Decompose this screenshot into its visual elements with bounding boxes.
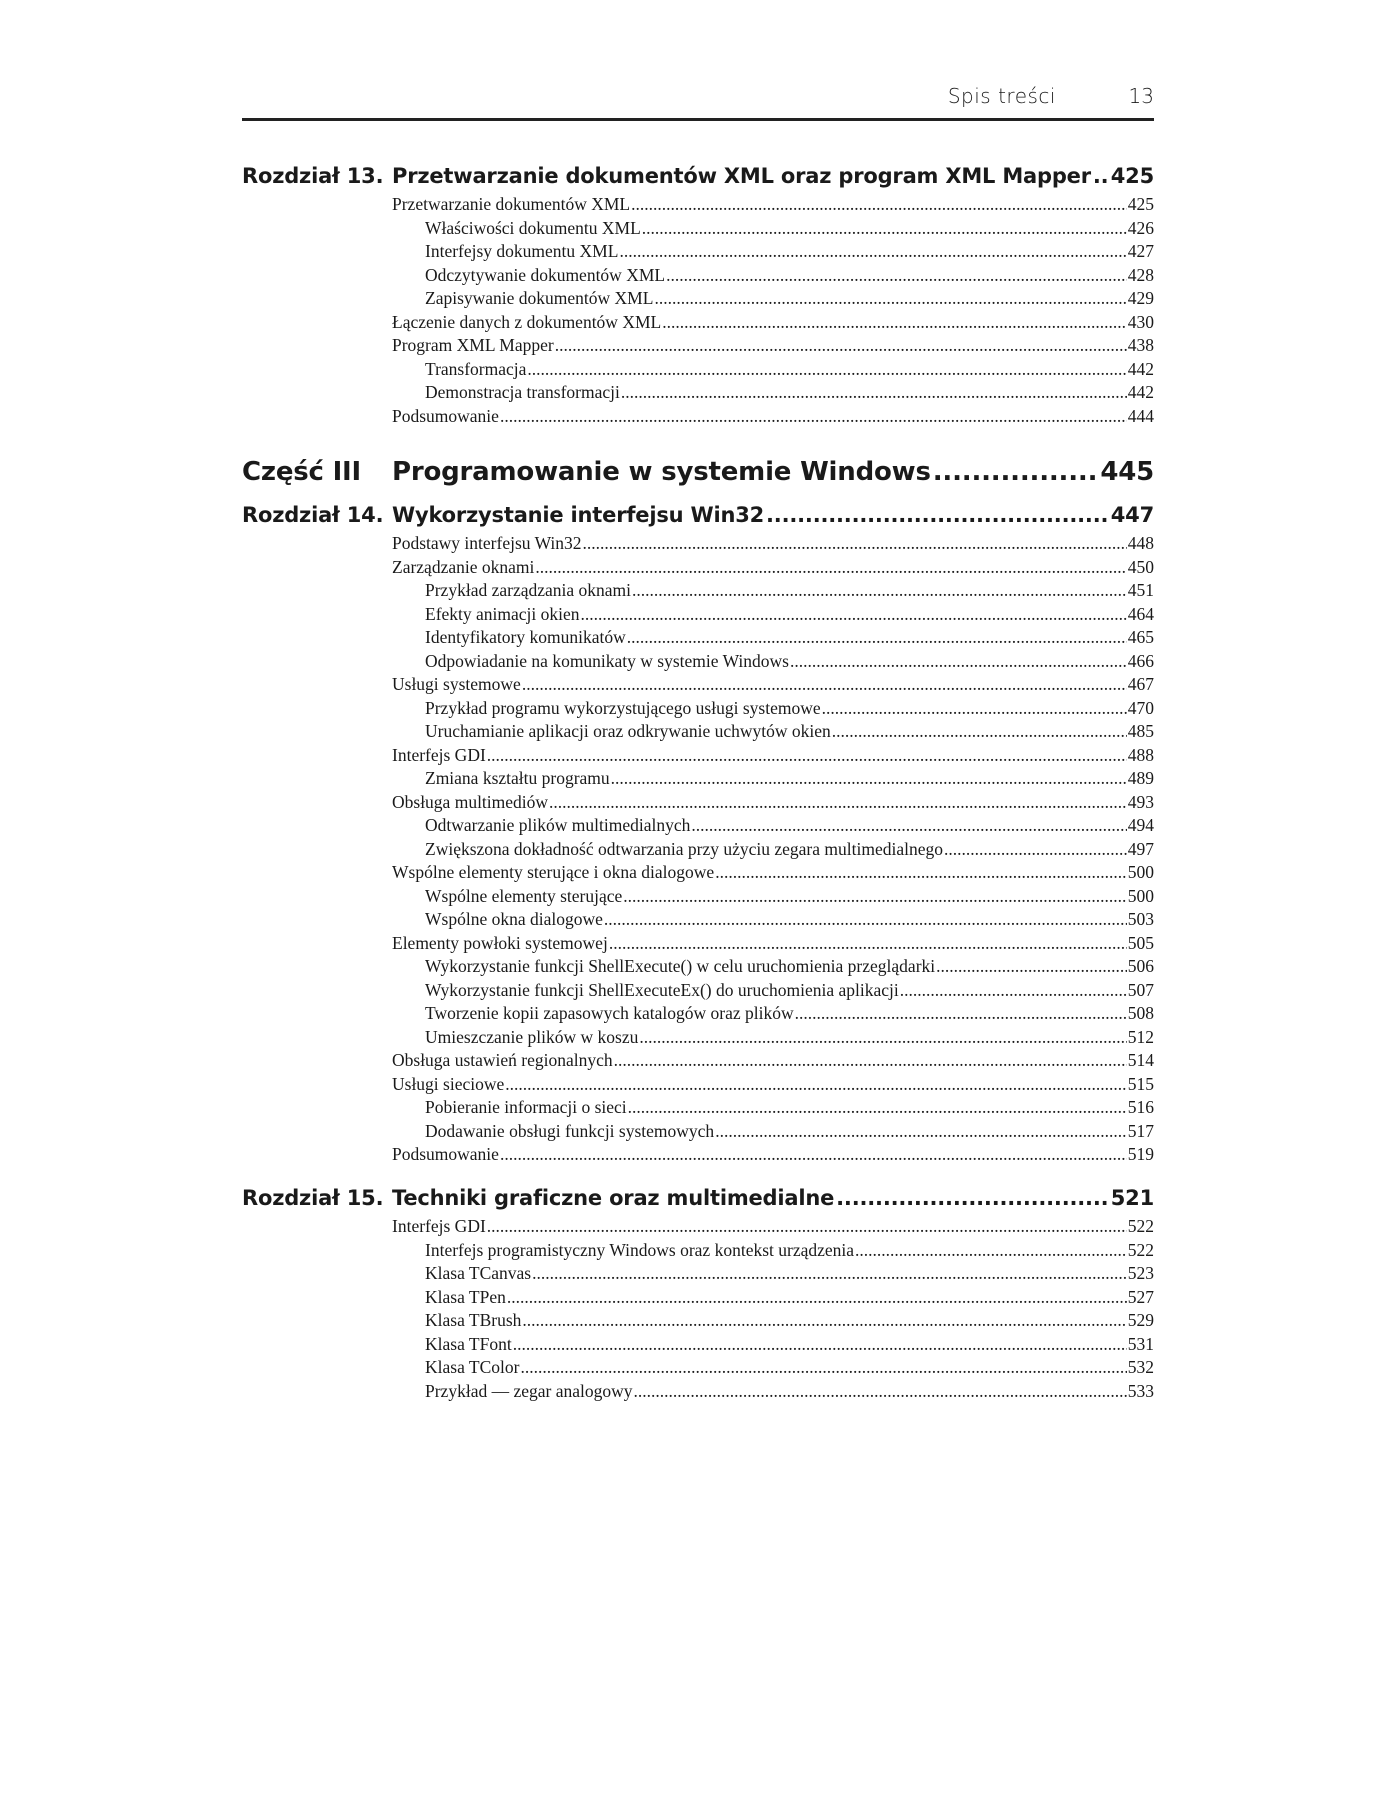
dot-leader [527, 359, 1126, 380]
toc-entry [425, 1334, 1154, 1356]
dot-leader [604, 909, 1127, 930]
entry-page: 503 [1127, 909, 1154, 929]
dot-leader [513, 1334, 1127, 1355]
toc-entry [425, 1357, 1154, 1379]
entry-text: Demonstracja transformacji [425, 382, 620, 402]
entry-page: 442 [1127, 382, 1154, 402]
dot-leader [855, 1240, 1127, 1261]
chapter-title: Przetwarzanie dokumentów XML oraz program XML Mapper [392, 164, 1091, 188]
dot-leader [581, 604, 1127, 625]
toc-entry [425, 768, 1154, 790]
chapter-page: 447 [1110, 503, 1154, 527]
entry-page: 488 [1127, 744, 1154, 765]
dot-leader [619, 241, 1126, 262]
dot-leader [505, 1074, 1126, 1095]
entry-page: 500 [1127, 862, 1154, 882]
entry-text: Przetwarzanie dokumentów XML [392, 194, 631, 214]
dot-leader [832, 721, 1127, 742]
dot-leader [836, 1186, 1109, 1210]
running-header-title: Spis treści [947, 84, 1056, 108]
entry-page: 531 [1127, 1333, 1154, 1354]
entry-page: 500 [1127, 885, 1154, 906]
toc-entry [425, 1240, 1154, 1262]
toc-entry [392, 792, 1154, 814]
toc-entry [392, 1144, 1154, 1166]
entry-text: Klasa TBrush [425, 1310, 522, 1330]
entry-page: 429 [1127, 288, 1154, 308]
chapter-page: 521 [1110, 1186, 1154, 1210]
entry-page: 442 [1127, 358, 1154, 379]
toc-entry [392, 406, 1154, 428]
entry-text: Wykorzystanie funkcji ShellExecuteEx() do uruchomienia aplikacji [425, 979, 899, 1000]
entry-text: Elementy powłoki systemowej [392, 932, 608, 953]
entry-page: 527 [1127, 1286, 1154, 1307]
toc-entry [425, 604, 1154, 626]
toc-entry [425, 265, 1154, 287]
dot-leader [507, 1287, 1127, 1308]
toc-entry [425, 1027, 1154, 1049]
toc-entry [392, 1074, 1154, 1096]
entry-text: Usługi systemowe [392, 674, 521, 694]
toc-entry [425, 627, 1154, 649]
toc-entry [425, 241, 1154, 263]
entry-text: Odczytywanie dokumentów XML [425, 264, 666, 285]
toc-entry [425, 1121, 1154, 1143]
dot-leader [639, 1027, 1126, 1048]
dot-leader [609, 933, 1127, 954]
entry-page: 451 [1127, 580, 1154, 600]
heading-row [392, 1186, 1154, 1210]
dot-leader [611, 768, 1127, 789]
entry-page: 438 [1127, 335, 1154, 355]
entry-page: 505 [1127, 932, 1154, 953]
chapter-label: Rozdział 15. [242, 1186, 384, 1210]
entry-page: 519 [1127, 1144, 1154, 1164]
toc-entry [392, 1216, 1154, 1238]
entry-text: Klasa TColor [425, 1357, 520, 1377]
entry-text: Pobieranie informacji o sieci [425, 1097, 627, 1117]
entry-text: Przykład — zegar analogowy [425, 1380, 633, 1401]
entry-page: 465 [1127, 627, 1154, 647]
entry-page: 494 [1127, 815, 1154, 835]
entry-text: Obsługa ustawień regionalnych [392, 1050, 613, 1070]
entry-page: 450 [1127, 556, 1154, 577]
dot-leader [623, 886, 1126, 907]
dot-leader [715, 1121, 1127, 1142]
toc-entry [425, 698, 1154, 720]
entry-page: 444 [1127, 405, 1154, 426]
dot-leader [627, 627, 1127, 648]
entry-page: 508 [1127, 1003, 1154, 1023]
entry-page: 464 [1127, 603, 1154, 624]
page-number: 13 [1128, 84, 1154, 108]
part-page: 445 [1100, 457, 1154, 487]
dot-leader [790, 651, 1127, 672]
entry-page: 532 [1127, 1357, 1154, 1377]
entry-page: 512 [1127, 1026, 1154, 1047]
dot-leader [715, 862, 1127, 883]
dot-leader [795, 1003, 1127, 1024]
toc-entry [425, 815, 1154, 837]
entry-text: Podsumowanie [392, 405, 499, 426]
toc-entry [425, 1263, 1154, 1285]
chapter-page: 425 [1110, 164, 1154, 188]
entry-page: 515 [1127, 1073, 1154, 1094]
heading-row [392, 164, 1154, 188]
entry-text: Interfejs GDI [392, 744, 486, 765]
dot-leader [535, 557, 1126, 578]
chapter-title: Wykorzystanie interfejsu Win32 [392, 503, 765, 527]
entry-page: 466 [1127, 650, 1154, 671]
entry-page: 522 [1127, 1216, 1154, 1236]
dot-leader [487, 1216, 1127, 1237]
entry-text: Umieszczanie plików w koszu [425, 1026, 639, 1047]
entry-page: 522 [1127, 1239, 1154, 1260]
entry-text: Interfejs programistyczny Windows oraz kontekst urządzenia [425, 1239, 855, 1260]
toc-entry [425, 1381, 1154, 1403]
entry-text: Wykorzystanie funkcji ShellExecute() w celu uruchomienia przeglądarki [425, 956, 936, 976]
toc-entry [425, 359, 1154, 381]
entry-page: 514 [1127, 1050, 1154, 1070]
toc-entry [425, 580, 1154, 602]
toc-entry [425, 218, 1154, 240]
entry-text: Program XML Mapper [392, 335, 554, 355]
dot-leader [1093, 164, 1109, 188]
chapter-title: Techniki graficzne oraz multimedialne [392, 1186, 835, 1210]
toc-entry [392, 194, 1154, 216]
toc-entry [392, 933, 1154, 955]
running-header [242, 82, 1154, 121]
entry-text: Klasa TCanvas [425, 1263, 532, 1283]
dot-leader [632, 580, 1127, 601]
entry-text: Przykład programu wykorzystującego usługi systemowe [425, 697, 821, 718]
entry-text: Zarządzanie oknami [392, 556, 535, 577]
dot-leader [583, 533, 1127, 554]
dot-leader [944, 839, 1127, 860]
entry-page: 497 [1127, 838, 1154, 859]
toc-entry [425, 721, 1154, 743]
dot-leader [621, 382, 1127, 403]
part-label: Część III [242, 457, 362, 487]
entry-text: Wspólne okna dialogowe [425, 909, 603, 929]
heading-row [392, 503, 1154, 527]
chapter-label: Rozdział 14. [242, 503, 384, 527]
entry-page: 529 [1127, 1310, 1154, 1330]
entry-page: 430 [1127, 311, 1154, 332]
entry-text: Identyfikatory komunikatów [425, 627, 626, 647]
dot-leader [628, 1097, 1127, 1118]
dot-leader [520, 1357, 1126, 1378]
dot-leader [549, 792, 1127, 813]
toc-entry [392, 745, 1154, 767]
dot-leader [555, 335, 1127, 356]
entry-page: 428 [1127, 264, 1154, 285]
entry-text: Dodawanie obsługi funkcji systemowych [425, 1120, 715, 1141]
entry-page: 507 [1127, 979, 1154, 1000]
toc-entry [392, 674, 1154, 696]
entry-text: Interfejsy dokumentu XML [425, 241, 619, 261]
toc-entry [425, 288, 1154, 310]
entry-text: Przykład zarządzania oknami [425, 580, 632, 600]
entry-text: Odtwarzanie plików multimedialnych [425, 815, 691, 835]
part-title: Programowanie w systemie Windows [392, 457, 931, 487]
toc-entry [392, 1050, 1154, 1072]
toc-entry [425, 651, 1154, 673]
dot-leader [691, 815, 1126, 836]
entry-text: Wspólne elementy sterujące i okna dialogowe [392, 862, 715, 882]
dot-leader [766, 503, 1109, 527]
entry-page: 425 [1127, 194, 1154, 214]
chapter-label: Rozdział 13. [242, 164, 384, 188]
entry-page: 485 [1127, 721, 1154, 741]
entry-page: 427 [1127, 241, 1154, 261]
dot-leader [666, 265, 1127, 286]
entry-text: Podsumowanie [392, 1144, 499, 1164]
dot-leader [522, 674, 1127, 695]
entry-text: Klasa TFont [425, 1333, 512, 1354]
entry-page: 426 [1127, 217, 1154, 238]
entry-page: 533 [1127, 1380, 1154, 1401]
heading-row [392, 457, 1154, 487]
entry-text: Odpowiadanie na komunikaty w systemie Windows [425, 650, 789, 671]
entry-text: Interfejs GDI [392, 1216, 486, 1236]
entry-text: Obsługa multimediów [392, 791, 549, 812]
entry-page: 516 [1127, 1097, 1154, 1117]
dot-leader [642, 218, 1127, 239]
dot-leader [822, 698, 1127, 719]
toc-entry [392, 862, 1154, 884]
dot-leader [936, 956, 1127, 977]
toc-entry [392, 312, 1154, 334]
entry-page: 506 [1127, 956, 1154, 976]
dot-leader [654, 288, 1126, 309]
dot-leader [487, 745, 1127, 766]
entry-text: Wspólne elementy sterujące [425, 885, 623, 906]
toc-entry [425, 956, 1154, 978]
entry-text: Efekty animacji okien [425, 603, 580, 624]
toc-entry [425, 1310, 1154, 1332]
toc-entry [425, 886, 1154, 908]
dot-leader [614, 1050, 1127, 1071]
toc-entry [425, 1287, 1154, 1309]
toc-entry [425, 980, 1154, 1002]
entry-text: Zwiększona dokładność odtwarzania przy użyciu zegara multimedialnego [425, 838, 943, 859]
toc-entry [392, 557, 1154, 579]
entry-page: 493 [1127, 791, 1154, 812]
dot-leader [662, 312, 1127, 333]
toc-entry [392, 335, 1154, 357]
entry-text: Klasa TPen [425, 1286, 506, 1307]
entry-text: Łączenie danych z dokumentów XML [392, 311, 662, 332]
toc-entry [425, 839, 1154, 861]
entry-text: Transformacja [425, 358, 527, 379]
dot-leader [500, 1144, 1127, 1165]
entry-page: 489 [1127, 768, 1154, 788]
toc-entry [392, 533, 1154, 555]
entry-page: 448 [1127, 533, 1154, 553]
entry-text: Tworzenie kopii zapasowych katalogów oraz plików [425, 1003, 794, 1023]
dot-leader [900, 980, 1127, 1001]
toc-entry [425, 382, 1154, 404]
entry-text: Usługi sieciowe [392, 1073, 505, 1094]
entry-page: 470 [1127, 697, 1154, 718]
dot-leader [933, 457, 1099, 487]
dot-leader [631, 194, 1127, 215]
entry-text: Uruchamianie aplikacji oraz odkrywanie uchwytów okien [425, 721, 831, 741]
dot-leader [532, 1263, 1127, 1284]
entry-text: Zapisywanie dokumentów XML [425, 288, 654, 308]
dot-leader [522, 1310, 1126, 1331]
dot-leader [634, 1381, 1127, 1402]
entry-page: 517 [1127, 1120, 1154, 1141]
entry-text: Podstawy interfejsu Win32 [392, 533, 582, 553]
entry-text: Właściwości dokumentu XML [425, 217, 641, 238]
entry-page: 523 [1127, 1263, 1154, 1283]
toc-entry [425, 909, 1154, 931]
dot-leader [500, 406, 1127, 427]
toc-entry [425, 1097, 1154, 1119]
toc-entry [425, 1003, 1154, 1025]
entry-page: 467 [1127, 674, 1154, 694]
entry-text: Zmiana kształtu programu [425, 768, 610, 788]
